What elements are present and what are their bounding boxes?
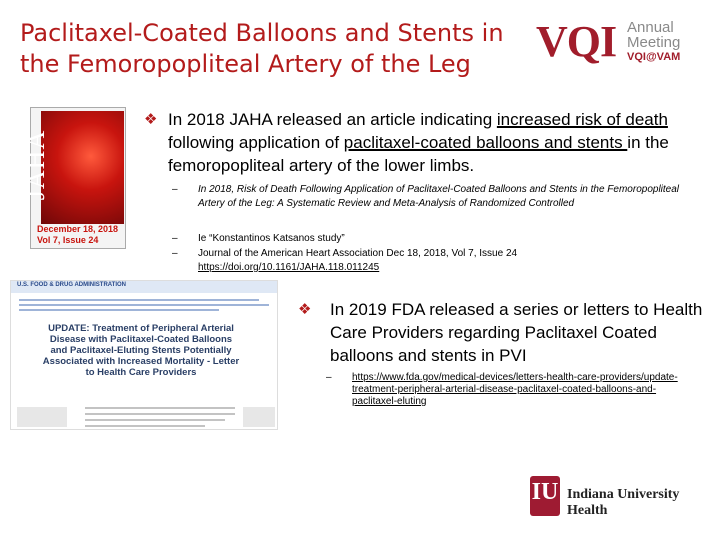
fda-letter-screenshot [10,280,278,430]
fda-letter-headline: UPDATE: Treatment of Peripheral Arterial Disease with Paclitaxel-Coated Balloons and Paclitaxel-Eluting Stents Potentially Associated with Increased Mortality - Letter to Health Care Providers [42,323,240,378]
cover-artwork [41,111,124,224]
doi-link[interactable]: https://doi.org/10.1161/JAHA.118.011245 [198,262,380,273]
fda-header-bar: U.S. FOOD & DRUG ADMINISTRATION [11,281,277,293]
bullet-icon: ❖ [144,111,158,128]
sub-bullet-fda-link: – https://www.fda.gov/medical-devices/letters-health-care-providers/update-treatment-peripheral-arterial-disease-paclitaxel-coated-balloons-and-paclitaxel-eluting [326,372,678,407]
cover-date: December 18, 2018 Vol 7, Issue 24 [37,224,119,245]
bullet-jaha-text: In 2018 JAHA released an article indicating increased risk of death following application of paclitaxel-coated balloons and stents in the femoropopliteal artery of the lower limbs. [168,110,669,175]
fda-letter-link[interactable]: https://www.fda.gov/medical-devices/letters-health-care-providers/update-treatment-peripheral-arterial-disease-paclitaxel-coated-balloons-and-paclitaxel-eluting [352,372,678,407]
sub-bullet-katsanos: – Ie “Konstantinos Katsanos study” [172,233,345,244]
indiana-university-health-logo [530,476,710,522]
vqi-vam-tag: VQI@VAM [627,51,681,63]
sub-bullet-journal-citation: – Journal of the American Heart Association Dec 18, 2018, Vol 7, Issue 24 https://doi.org/10.1161/JAHA.118.011245 [172,248,518,273]
vqi-annual-meeting-text: Annual Meeting [627,19,681,51]
jaha-journal-cover-image [21,107,126,249]
iu-trident-icon: IU [530,476,560,516]
iuh-name: Indiana University Health [567,487,680,518]
bullet-fda [298,298,708,367]
vqi-letters: VQI [536,17,617,66]
bullet-jaha [144,108,704,177]
jaha-brand: JAHA [21,129,51,201]
bullet-icon: ❖ [298,301,312,318]
vqi-annual-meeting-logo [536,17,706,66]
sub-bullet-study-title: – In 2018, Risk of Death Following Application of Paclitaxel-Coated Balloons and Stents in the Femoropopliteal Artery of the Leg: A Systematic Review and Meta-Analysis of Randomized Controlled [172,184,680,209]
slide-title: Paclitaxel-Coated Balloons and Stents in the Femoropopliteal Artery of the Leg [20,19,504,78]
bullet-fda-text: In 2019 FDA released a series or letters to Health Care Providers regarding Paclitaxel Coated balloons and stents in PVI [330,300,703,365]
